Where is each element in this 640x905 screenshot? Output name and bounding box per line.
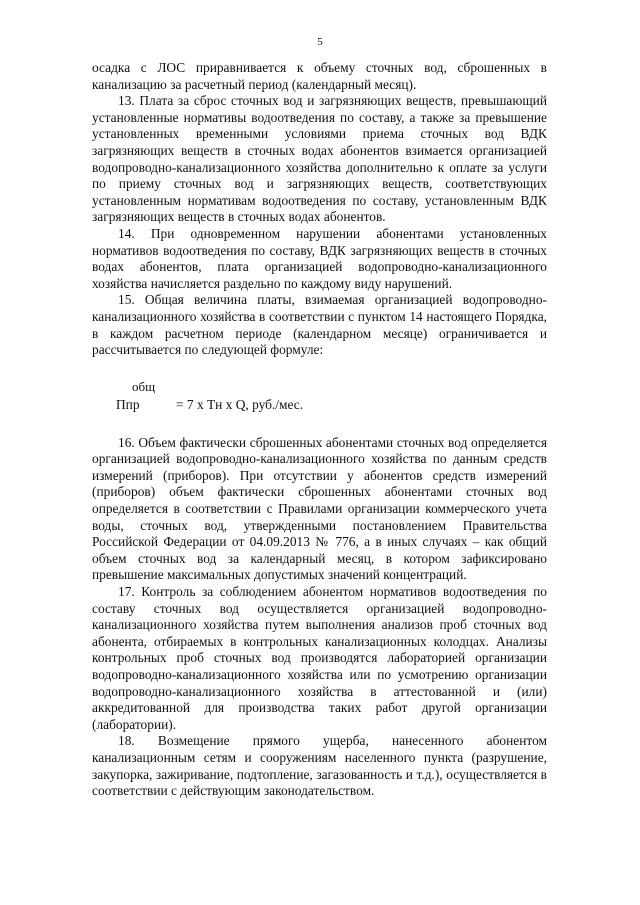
payment-formula — [92, 367, 547, 425]
document-body — [92, 60, 547, 800]
formula-rhs: = 7 x Тн x Q, руб./мес. — [176, 396, 304, 412]
formula-superscript: общ — [132, 378, 156, 394]
paragraph-18: 18. Возмещение прямого ущерба, нанесенного абонентом канализационным сетям и сооружениям населенного пункта (разрушение, закупорка, зажиривание, подтопление, загазованность и т.д.), осуществляется в соответствии с действующим законодательством. — [92, 733, 547, 799]
paragraph-15: 15. Общая величина платы, взимаемая организацией водопроводно-канализационного хозяйства в соответствии с пунктом 14 настоящего Порядка, в каждом расчетном периоде (календарном месяце) ограничивается и рассчитывается по следующей формуле: — [92, 292, 547, 358]
paragraph-17: 17. Контроль за соблюдением абонентом нормативов водоотведения по составу сточных вод осуществляется организацией водопроводно-канализационного хозяйства путем выполнения анализов проб сточных вод абонента, отбираемых в контрольных канализационных колодцах. Анализы контрольных проб сточных вод производятся лабораторией организации водопроводно-канализационного хозяйства или по усмотрению организации водопроводно-канализационного хозяйства в аттестованной и (или) аккредитованной для производства таких работ другой организации (лаборатории). — [92, 584, 547, 732]
paragraph-13: 13. Плата за сброс сточных вод и загрязняющих веществ, превышающий установленные нормативы водоотведения по составу, а также за превышение установленных временными условиями приема сточных вод ВДК загрязняющих веществ в сточных водах абонентов взимается организацией водопроводно-канализационного хозяйства дополнительно к оплате за услуги по приему сточных вод и загрязняющих веществ, соответствующих установленным нормативам водоотведения по составу, установленным ВДК загрязняющих веществ в сточных водах абонентов. — [92, 93, 547, 225]
paragraph-12-continuation: осадка с ЛОС приравнивается к объему сточных вод, сброшенных в канализацию за расчетный период (календарный месяц). — [92, 60, 547, 92]
paragraph-16: 16. Объем фактически сброшенных абонентами сточных вод определяется организацией водопроводно-канализационного хозяйства по данным средств измерений (приборов). При отсутствии у абонентов средств измерений (приборов) объем фактически сброшенных абонентами сточных вод определяется в соответствии с Правилами организации коммерческого учета воды, сточных вод, утвержденными постановлением Правительства Российской Федерации от 04.09.2013 № 776, а в иных случаях – как общий объем сточных вод за календарный месяц, в котором зафиксировано превышение максимальных допустимых значений концентраций. — [92, 434, 547, 583]
page-number: 5 — [317, 36, 323, 48]
paragraph-14: 14. При одновременном нарушении абонентами установленных нормативов водоотведения по составу, ВДК загрязняющих веществ в сточных водах абонентов, плата организацией водопроводно-канализационного хозяйства начисляется раздельно по каждому виду нарушений. — [92, 225, 547, 291]
formula-lhs: Ппр — [116, 396, 140, 412]
